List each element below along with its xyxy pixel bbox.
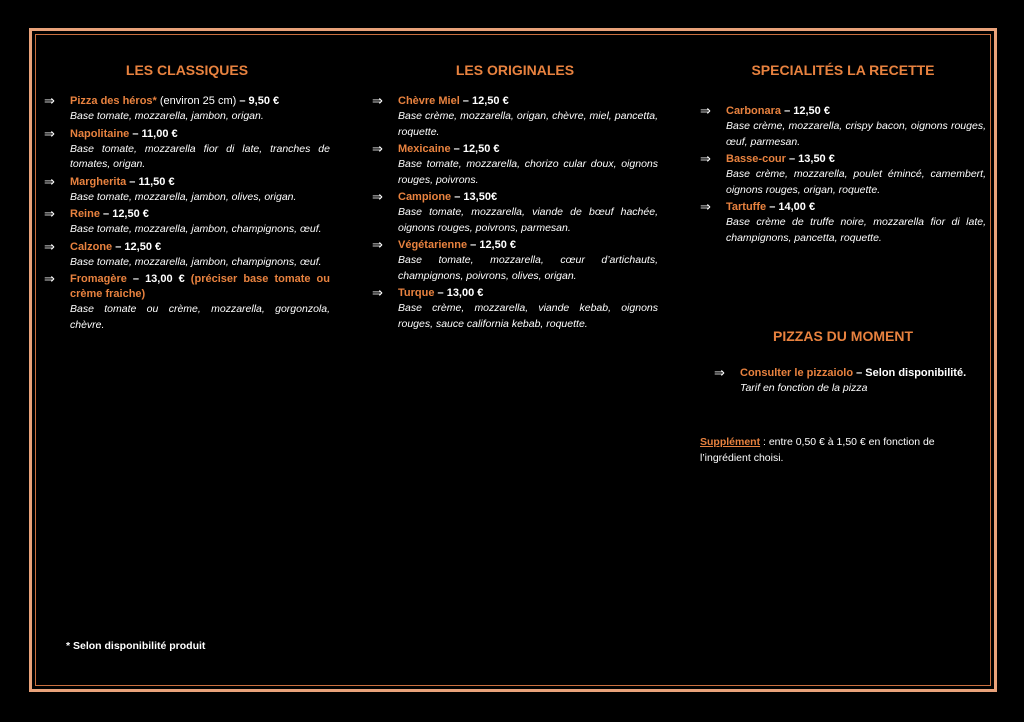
heading-classiques: LES CLASSIQUES — [125, 62, 249, 78]
item-description: Base tomate, mozzarella, jambon, champignons, œuf. — [70, 255, 322, 268]
column-originales — [372, 62, 658, 332]
menu-item: ⇒ Chèvre Miel – 12,50 € Base crème, mozzarella, origan, chèvre, miel, pancetta, roquette. — [372, 94, 658, 140]
arrow-icon: ⇒ — [44, 173, 55, 189]
item-description: Base crème, mozzarella, viande kebab, oignons rouges, sauce california kebab, roquette. — [398, 302, 658, 330]
menu-item: ⇒ Végétarienne – 12,50 € Base tomate, mozzarella, cœur d’artichauts, champignons, poivrons, olives, origan. — [372, 238, 658, 284]
item-description: Base crème, mozzarella, origan, chèvre, miel, pancetta, roquette. — [398, 110, 658, 138]
menu-item: ⇒ Turque – 13,00 € Base crème, mozzarella, viande kebab, oignons rouges, sauce california kebab, roquette. — [372, 286, 658, 332]
menu-item: ⇒ Carbonara – 12,50 € Base crème, mozzarella, crispy bacon, oignons rouges, œuf, parmesan. — [700, 104, 986, 150]
item-description: Base tomate, mozzarella, chorizo cular doux, oignons rouges, poivrons. — [398, 158, 658, 186]
menu-item: ⇒ Campione – 13,50€ Base tomate, mozzarella, viande de bœuf hachée, oignons rouges, poivrons, parmesan. — [372, 190, 658, 236]
item-description: Base tomate, mozzarella fior di late, tranches de tomates, origan. — [70, 142, 330, 170]
arrow-icon: ⇒ — [372, 285, 383, 300]
item-description: Base tomate, mozzarella, viande de bœuf hachée, oignons rouges, poivrons, parmesan. — [398, 206, 658, 234]
item-description: Tarif en fonction de la pizza — [740, 382, 868, 394]
arrow-icon: ⇒ — [44, 271, 55, 286]
arrow-icon: ⇒ — [44, 206, 55, 221]
menu-item: ⇒ Calzone – 12,50 € Base tomate, mozzarella, jambon, champignons, œuf. — [44, 240, 330, 271]
item-description: Base crème, mozzarella, poulet émincé, camembert, oignons rouges, origan, roquette. — [726, 168, 986, 196]
item-description: Base tomate, mozzarella, cœur d’artichauts, champignons, poivrons, olives, origan. — [398, 254, 658, 282]
footnote: * Selon disponibilité produit — [66, 640, 206, 652]
menu-item: ⇒ Consulter le pizzaiolo – Selon disponibilité. Tarif en fonction de la pizza — [714, 366, 986, 397]
menu-item: ⇒ Tartuffe – 14,00 € Base crème de truffe noire, mozzarella fior di late, champignons, pancetta, roquette. — [700, 200, 986, 246]
arrow-icon: ⇒ — [44, 93, 55, 108]
menu-item: ⇒ Fromagère – 13,00 € (préciser base tomate ou crème fraiche) Base tomate ou crème, mozzarella, gorgonzola, chèvre. — [44, 272, 330, 333]
menu-item: ⇒ Mexicaine – 12,50 € Base tomate, mozzarella, chorizo cular doux, oignons rouges, poivrons. — [372, 142, 658, 188]
supplement-text: : entre 0,50 € à 1,50 € en fonction de l’ingrédient choisi. — [700, 436, 935, 464]
arrow-icon: ⇒ — [700, 103, 711, 118]
arrow-icon: ⇒ — [372, 189, 383, 204]
item-description: Base tomate, mozzarella, jambon, champignons, œuf. — [70, 223, 322, 235]
item-description: Base tomate, mozzarella, jambon, olives, origan. — [70, 190, 297, 203]
menu-item: ⇒ Pizza des héros* (environ 25 cm) – 9,50 € Base tomate, mozzarella, jambon, origan. — [44, 94, 330, 125]
arrow-icon: ⇒ — [372, 93, 383, 108]
heading-originales: LES ORIGINALES — [455, 62, 575, 78]
section-moment — [700, 328, 986, 397]
supplement-label: Supplément — [700, 436, 761, 448]
menu-item: ⇒ Napolitaine – 11,00 € Base tomate, mozzarella fior di late, tranches de tomates, origan. — [44, 127, 330, 173]
menu-item: ⇒ Reine – 12,50 € Base tomate, mozzarella, jambon, champignons, œuf. — [44, 207, 330, 238]
item-description: Base crème, mozzarella, crispy bacon, oignons rouges, œuf, parmesan. — [726, 120, 986, 148]
heading-specialites: SPECIALITÉS LA RECETTE — [751, 62, 935, 78]
arrow-icon: ⇒ — [372, 237, 383, 252]
item-description: Base crème de truffe noire, mozzarella fior di late, champignons, pancetta, roquette. — [726, 216, 986, 244]
item-description: Base tomate, mozzarella, jambon, origan. — [70, 110, 264, 122]
column-specialites — [700, 62, 986, 246]
arrow-icon: ⇒ — [700, 199, 711, 214]
menu-item: ⇒ Basse-cour – 13,50 € Base crème, mozzarella, poulet émincé, camembert, oignons rouges, origan, roquette. — [700, 152, 986, 198]
arrow-icon: ⇒ — [714, 365, 725, 380]
list-classiques — [44, 94, 330, 333]
arrow-icon: ⇒ — [700, 151, 711, 166]
arrow-icon: ⇒ — [372, 141, 383, 156]
column-classiques — [44, 62, 330, 333]
arrow-icon: ⇒ — [44, 125, 55, 141]
item-description: Base tomate ou crème, mozzarella, gorgonzola, chèvre. — [70, 303, 330, 331]
heading-moment: PIZZAS DU MOMENT — [773, 328, 913, 344]
menu-item: ⇒ Margherita – 11,50 € Base tomate, mozzarella, jambon, olives, origan. — [44, 175, 330, 206]
supplement-note — [700, 434, 960, 466]
arrow-icon: ⇒ — [44, 238, 55, 254]
